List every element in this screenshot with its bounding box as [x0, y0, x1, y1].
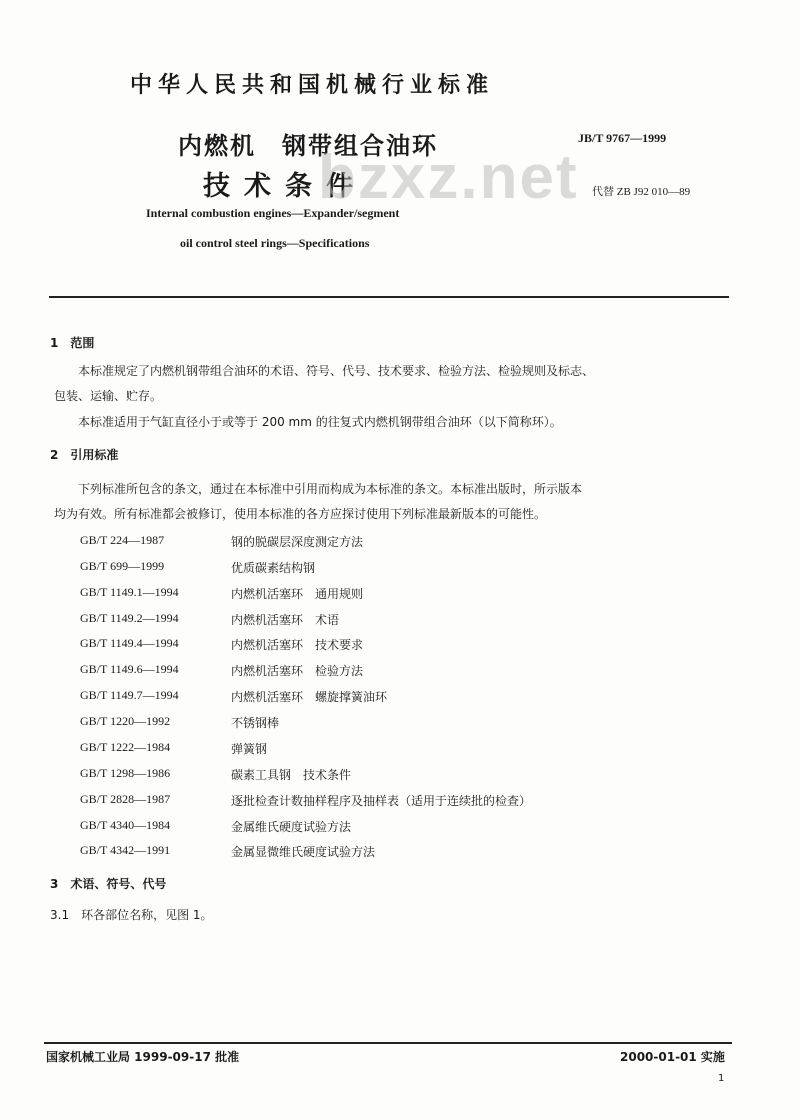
reference-title: 优质碳素结构钢 [231, 561, 316, 575]
reference-code: GB/T 1222—1984 [80, 740, 171, 754]
reference-title: 内燃机活塞环 通用规则 [231, 587, 364, 601]
section-3-1-text: 3.1 环各部位名称，见图 1。 [50, 908, 213, 922]
reference-code: GB/T 4340—1984 [80, 818, 171, 832]
replaces-standard: 代替 ZB J92 010—89 [592, 186, 691, 198]
reference-code: GB/T 1149.2—1994 [80, 611, 179, 625]
reference-code: GB/T 1149.4—1994 [80, 636, 179, 650]
reference-code: GB/T 1149.6—1994 [80, 662, 179, 676]
section-3-heading: 3 术语、符号、代号 [50, 877, 167, 891]
reference-title: 逐批检查计数抽样程序及抽样表（适用于连续批的检查） [231, 794, 532, 808]
standard-number: JB/T 9767—1999 [578, 131, 667, 145]
section-1-paragraph-1-line-2: 包装、运输、贮存。 [54, 389, 163, 403]
reference-title: 内燃机活塞环 术语 [231, 613, 340, 627]
section-2-paragraph-line-1: 下列标准所包含的条文，通过在本标准中引用而构成为本标准的条文。本标准出版时，所示版本 [78, 482, 583, 496]
footer-divider [44, 1042, 732, 1044]
standard-title-line1: 内燃机 钢带组合油环 [178, 132, 438, 160]
reference-title: 不锈钢棒 [231, 716, 280, 730]
reference-code: GB/T 699—1999 [80, 559, 165, 573]
standard-title-line2: 技术条件 [203, 171, 367, 202]
implementation-date: 2000-01-01 实施 [620, 1050, 725, 1064]
english-title-line1: Internal combustion engines—Expander/segment [146, 206, 400, 220]
english-title-line2: oil control steel rings—Specifications [180, 236, 370, 250]
reference-title: 金属维氏硬度试验方法 [231, 820, 352, 834]
issuing-organization: 中华人民共和国机械行业标准 [130, 73, 495, 98]
reference-code: GB/T 1149.7—1994 [80, 688, 179, 702]
reference-title: 金属显微维氏硬度试验方法 [231, 845, 376, 859]
approval-date: 国家机械工业局 1999-09-17 批准 [46, 1050, 240, 1064]
header-divider [49, 296, 729, 298]
watermark: bzxz.net [318, 143, 579, 212]
reference-title: 弹簧钢 [231, 742, 268, 756]
section-2-paragraph-line-2: 均为有效。所有标准都会被修订，使用本标准的各方应探讨使用下列标准最新版本的可能性。 [54, 507, 547, 521]
reference-code: GB/T 2828—1987 [80, 792, 171, 806]
section-1-heading: 1 范围 [50, 336, 95, 350]
reference-code: GB/T 1220—1992 [80, 714, 171, 728]
section-1-paragraph-1-line-1: 本标准规定了内燃机钢带组合油环的术语、符号、代号、技术要求、检验方法、检验规则及标志、 [78, 364, 595, 378]
reference-title: 内燃机活塞环 技术要求 [231, 638, 364, 652]
section-2-heading: 2 引用标准 [50, 448, 119, 462]
page-number: 1 [718, 1073, 725, 1084]
reference-code: GB/T 1149.1—1994 [80, 585, 179, 599]
reference-code: GB/T 4342—1991 [80, 843, 171, 857]
reference-code: GB/T 224—1987 [80, 533, 165, 547]
reference-title: 内燃机活塞环 检验方法 [231, 664, 364, 678]
section-1-paragraph-2: 本标准适用于气缸直径小于或等于 200 mm 的往复式内燃机钢带组合油环（以下简称环）。 [78, 415, 562, 429]
reference-code: GB/T 1298—1986 [80, 766, 171, 780]
reference-title: 内燃机活塞环 螺旋撑簧油环 [231, 690, 388, 704]
reference-title: 钢的脱碳层深度测定方法 [231, 535, 364, 549]
reference-title: 碳素工具钢 技术条件 [231, 768, 352, 782]
